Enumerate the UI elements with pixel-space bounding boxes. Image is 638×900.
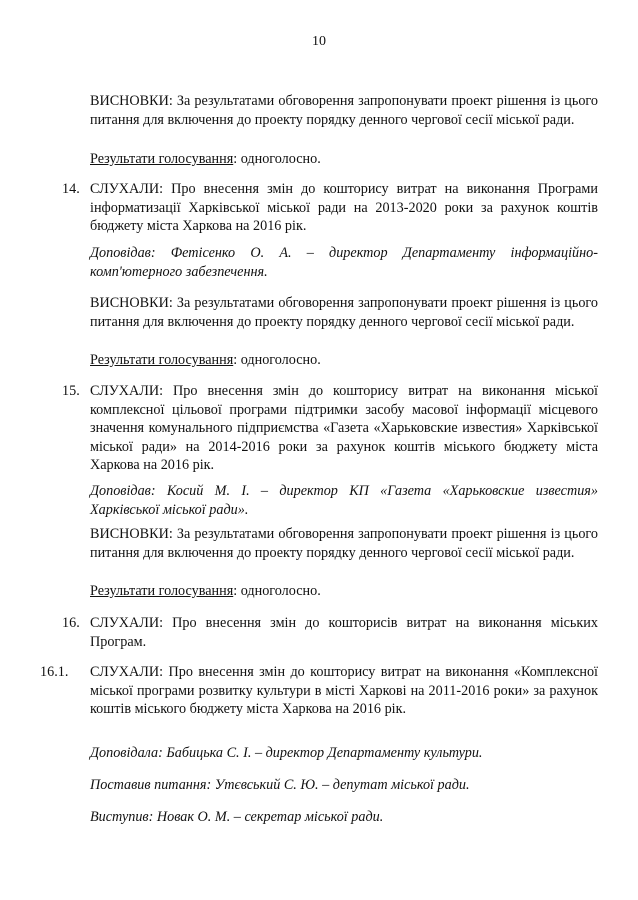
page-number: 10 (312, 34, 326, 49)
item-heard (90, 180, 598, 236)
item-speaker (90, 482, 598, 519)
conclusion-label: ВИСНОВКИ: (90, 295, 173, 311)
item-spoke (90, 808, 598, 827)
spoke-text: Новак О. М. – секретар міської ради. (153, 809, 384, 825)
spoke-label: Виступив: (90, 809, 154, 825)
item-vote (90, 351, 598, 370)
item-number: 15. (62, 383, 80, 399)
intro-conclusion (90, 92, 598, 129)
item-speaker (90, 744, 598, 763)
heard-label: СЛУХАЛИ: (90, 181, 164, 197)
conclusion-label: ВИСНОВКИ: (90, 526, 173, 542)
item-conclusion (90, 294, 598, 331)
vote-value: : одноголосно. (233, 151, 321, 167)
speaker-text: Бабицька С. І. – директор Департаменту культури. (162, 745, 483, 761)
conclusion-text: За результатами обговорення запропонувати проект рішення із цього питання для включення до проекту порядку денного чергової сесії міської ради. (90, 526, 598, 561)
vote-value: : одноголосно. (233, 352, 321, 368)
speaker-text: Фетісенко О. А. – директор Департаменту інформаційно-комп'ютерного забезпечення. (90, 245, 598, 280)
heard-text: Про внесення змін до кошторисів витрат на виконання міських Програм. (90, 615, 598, 650)
raised-label: Поставив питання: (90, 777, 212, 793)
heard-label: СЛУХАЛИ: (90, 383, 164, 399)
item-heard (90, 382, 598, 475)
vote-label: Результати голосування (90, 151, 234, 167)
item-raised-question (90, 776, 598, 795)
item-conclusion (90, 525, 598, 562)
heard-text: Про внесення змін до кошторису витрат на виконання «Комплексної міської програми розвитку культури в місті Харкові на 2011-2016 роки» за рахунок коштів міського бюджету міста Харкова на 2016 рік. (90, 664, 598, 717)
item-number: 14. (62, 181, 80, 197)
speaker-text: Косий М. І. – директор КП «Газета «Харьковские известия» Харківської міської ради». (90, 483, 598, 518)
heard-text: Про внесення змін до кошторису витрат на виконання міської комплексної цільової програми підтримки засобу масової інформації місцевого значення комунального підприємства «Газета «Харьковские известия» Харківської міської ради» на 2014-2016 роки за рахунок коштів міського бюджету міста Харкова на 2016 рік. (90, 383, 598, 473)
conclusion-text: За результатами обговорення запропонувати проект рішення із цього питання для включення до проекту порядку денного чергової сесії міської ради. (90, 93, 598, 128)
heard-label: СЛУХАЛИ: (90, 664, 164, 680)
item-speaker (90, 244, 598, 281)
heard-label: СЛУХАЛИ: (90, 615, 164, 631)
item-number: 16. (62, 615, 80, 631)
vote-value: : одноголосно. (233, 583, 321, 599)
conclusion-text: За результатами обговорення запропонувати проект рішення із цього питання для включення до проекту порядку денного чергової сесії міської ради. (90, 295, 598, 330)
speaker-label: Доповідав: (90, 483, 156, 499)
heard-text: Про внесення змін до кошторису витрат на виконання Програми інформатизації Харківської міської ради на 2013-2020 роки за рахунок коштів бюджету міста Харкова на 2016 рік. (90, 181, 598, 234)
item-heard (90, 614, 598, 651)
vote-label: Результати голосування (90, 352, 234, 368)
conclusion-label: ВИСНОВКИ: (90, 93, 173, 109)
speaker-label: Доповідав: (90, 245, 156, 261)
intro-vote (90, 150, 598, 169)
raised-text: Утєвський С. Ю. – депутат міської ради. (211, 777, 470, 793)
item-number: 16.1. (40, 664, 69, 680)
speaker-label: Доповідала: (90, 745, 163, 761)
item-vote (90, 582, 598, 601)
item-heard (90, 663, 598, 719)
vote-label: Результати голосування (90, 583, 234, 599)
